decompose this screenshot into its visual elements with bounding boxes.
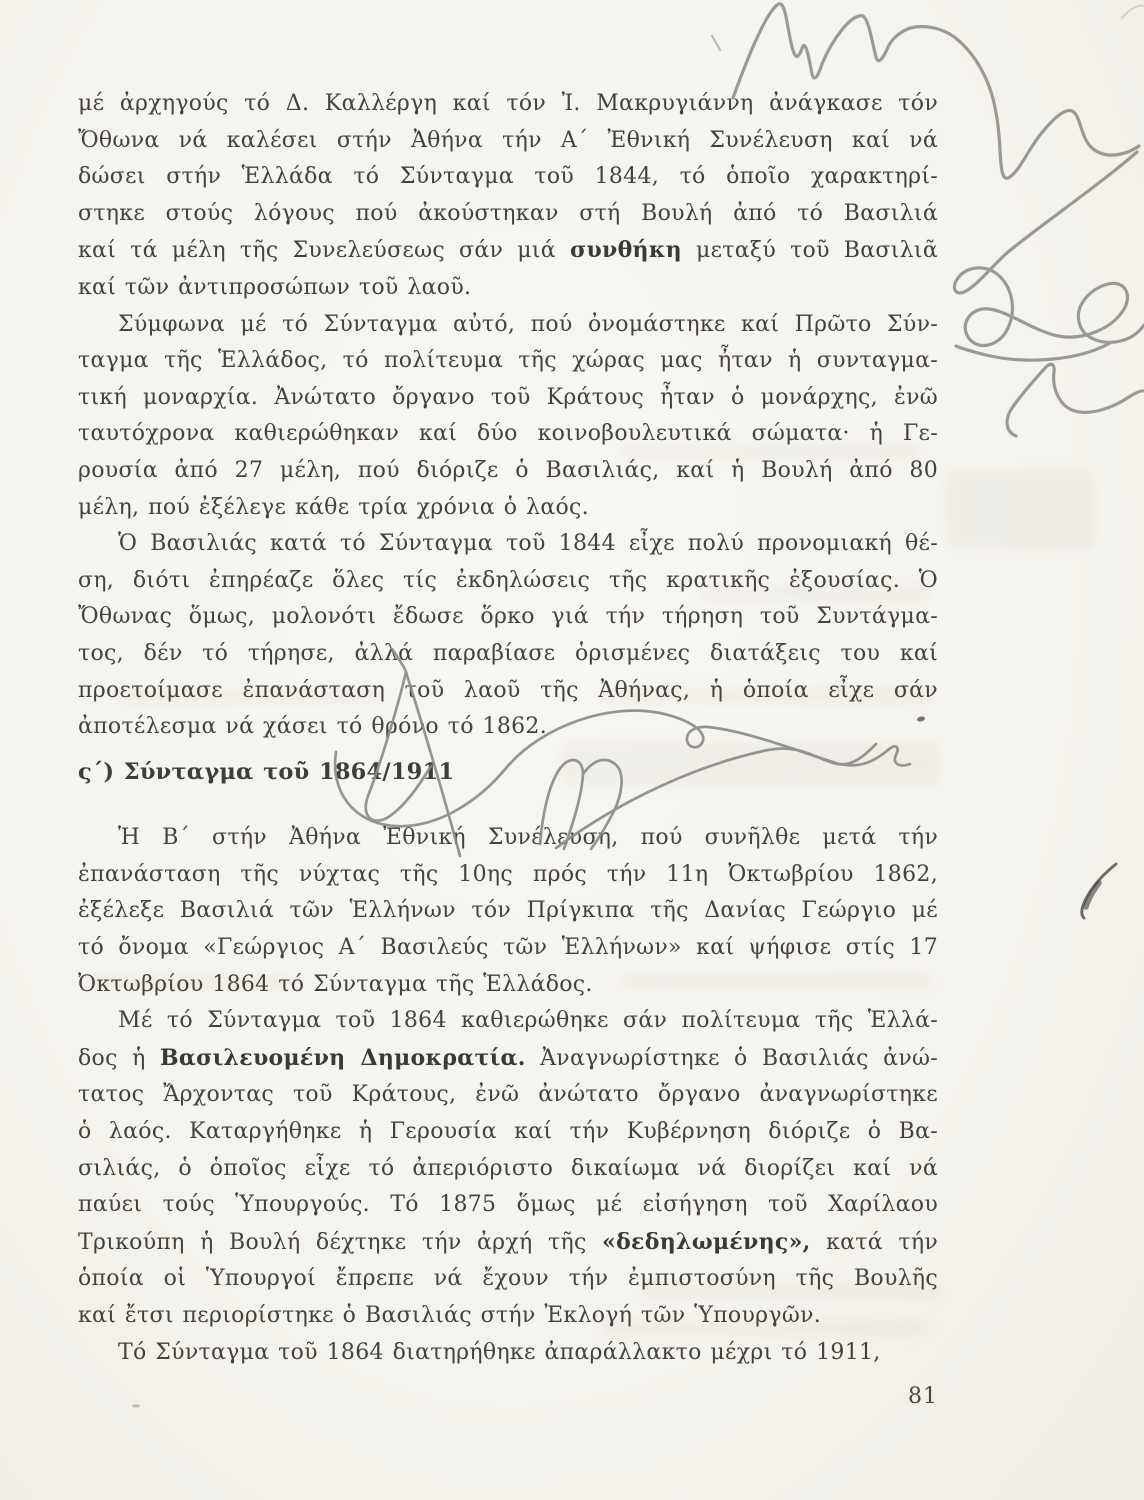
ink-check-mark-right-margin (1086, 883, 1099, 907)
text-line: παύει τούς Ὑπουργούς. Τό 1875 ὅμως μέ εἰσήγηση τοῦ Χαρίλαου (78, 1192, 938, 1218)
text-line: Τό Σύνταγμα τοῦ 1864 διατηρήθηκε ἀπαράλλακτο μέχρι τό 1911, (118, 1339, 881, 1365)
text-line: Ἡ Β´ στήν Ἀθήνα Ἐθνική Συνέλευση, πού συνῆλθε μετά τήν (118, 825, 938, 851)
text-line: σιλιάς, ὁ ὁποῖος εἶχε τό ἀπεριόριστο δικαίωμα νά διορίζει καί νά (78, 1155, 938, 1181)
paragraph (78, 307, 938, 527)
pencil-scribble-top-right (712, 36, 720, 50)
text-block (78, 86, 938, 1371)
text-line: στηκε στούς λόγους πού ἀκούστηκαν στή Βουλή ἀπό τό Βασιλιά (78, 200, 938, 226)
text-line: Ὀκτωβρίου 1864 τό Σύνταγμα τῆς Ἑλλάδος. (78, 971, 593, 997)
text-line: καί τά μέλη τῆς Συνελεύσεως σάν μιά συνθήκη μεταξύ τοῦ Βασιλιᾶ (78, 237, 939, 264)
page-number: 81 (908, 1384, 938, 1409)
text-line: Σύμφωνα μέ τό Σύνταγμα αὐτό, πού ὀνομάστηκε καί Πρῶτο Σύν- (118, 311, 938, 337)
text-line: τος, δέν τό τήρησε, ἀλλά παραβίασε ὁρισμένες διατάξεις του καί (78, 640, 938, 666)
text-line: ἐπανάσταση τῆς νύχτας τῆς 10ης πρός τήν 11η Ὀκτωβρίου 1862, (78, 861, 938, 887)
pencil-scribble-top-right (954, 152, 1144, 345)
text-line: ἀποτέλεσμα νά χάσει τό θρόνο τό 1862. (78, 714, 548, 740)
text-line: δος ἡ Βασιλευομένη Δημοκρατία. Ἀναγνωρίστηκε ὁ Βασιλιάς ἀνώ- (78, 1044, 938, 1071)
text-line: ταυτόχρονα καθιερώθηκαν καί δύο κοινοβουλευτικά σώματα· ἡ Γε- (78, 421, 938, 447)
faint-speck-bottom-left (132, 1404, 140, 1407)
text-line: τατος Ἄρχοντας τοῦ Κράτους, ἐνῶ ἀνώτατο ὄργανο ἀναγνωρίστηκε (78, 1082, 938, 1108)
pencil-scribble-top-right (956, 343, 1110, 360)
paragraph (78, 1335, 938, 1372)
text-line: ἐξέλεξε Βασιλιά τῶν Ἑλλήνων τόν Πρίγκιπα τῆς Δανίας Γεώργιο μέ (78, 898, 938, 924)
text-line: μέ ἀρχηγούς τό Δ. Καλλέργη καί τόν Ἰ. Μακρυγιάννη ἀνάγκασε τόν (78, 91, 938, 116)
text-line: ὁ λαός. Καταργήθηκε ἡ Γερουσία καί τήν Κυβέρνηση διόριζε ὁ Βα- (78, 1119, 938, 1145)
text-line: Ὄθωνας ὅμως, μολονότι ἔδωσε ὅρκο γιά τήν τήρηση τοῦ Συντάγμα- (78, 604, 938, 630)
text-line: ὁποία οἱ Ὑπουργοί ἔπρεπε νά ἔχουν τήν ἐμπιστοσύνη τῆς Βουλῆς (78, 1266, 938, 1292)
text-line: Ὄθωνα νά καλέσει στήν Ἀθήνα τήν Α´ Ἐθνική Συνέλευση καί νά (78, 127, 938, 153)
text-line: δώσει στήν Ἑλλάδα τό Σύνταγμα τοῦ 1844, τό ὁποῖο χαρακτηρί- (78, 164, 938, 190)
text-line: μέλη, πού ἐξέλεγε κάθε τρία χρόνια ὁ λαός. (78, 494, 589, 520)
paragraph (78, 86, 938, 307)
paragraph (78, 820, 938, 1003)
text-line: ρουσία ἀπό 27 μέλη, πού διόριζε ὁ Βασιλιάς, καί ἡ Βουλή ἀπό 80 (78, 457, 938, 483)
text-line: ταγμα τῆς Ἑλλάδος, τό πολίτευμα τῆς χώρας μας ἦταν ἡ συνταγμα- (78, 348, 938, 374)
paragraph (78, 1003, 938, 1334)
text-line: Ὁ Βασιλιάς κατά τό Σύνταγμα τοῦ 1844 εἶχε πολύ προνομιακή θέ- (118, 531, 938, 557)
text-line: καί τῶν ἀντιπροσώπων τοῦ λαοῦ. (78, 274, 472, 300)
pencil-scribble-top-right (1007, 364, 1144, 436)
pencil-scribble-top-right (1122, 6, 1144, 19)
text-line: τική μοναρχία. Ἀνώτατο ὄργανο τοῦ Κράτους ἦταν ὁ μονάρχης, ἐνῶ (78, 384, 938, 410)
section-heading: ς´) Σύνταγμα τοῦ 1864/1911 (78, 758, 455, 785)
text-line: προετοίμασε ἐπανάσταση τοῦ λαοῦ τῆς Ἀθήνας, ἡ ὁποία εἶχε σάν (78, 677, 938, 703)
text-line: Μέ τό Σύνταγμα τοῦ 1864 καθιερώθηκε σάν πολίτευμα τῆς Ἑλλά- (118, 1008, 938, 1034)
text-line: Τρικούπη ἡ Βουλή δέχτηκε τήν ἀρχή τῆς «δεδηλωμένης», κατά τήν (78, 1228, 939, 1255)
text-line: ση, διότι ἐπηρέαζε ὅλες τίς ἐκδηλώσεις τῆς κρατικῆς ἐξουσίας. Ὁ (78, 567, 938, 593)
ink-check-mark-right-margin (1082, 864, 1116, 918)
text-line: καί ἔτσι περιορίστηκε ὁ Βασιλιάς στήν Ἐκλογή τῶν Ὑπουργῶν. (78, 1303, 822, 1328)
showthrough-smudge (945, 470, 1095, 550)
text-line: τό ὄνομα «Γεώργιος Α´ Βασιλεύς τῶν Ἑλλήνων» καί ψήφισε στίς 17 (78, 935, 938, 961)
paragraph (78, 526, 938, 746)
